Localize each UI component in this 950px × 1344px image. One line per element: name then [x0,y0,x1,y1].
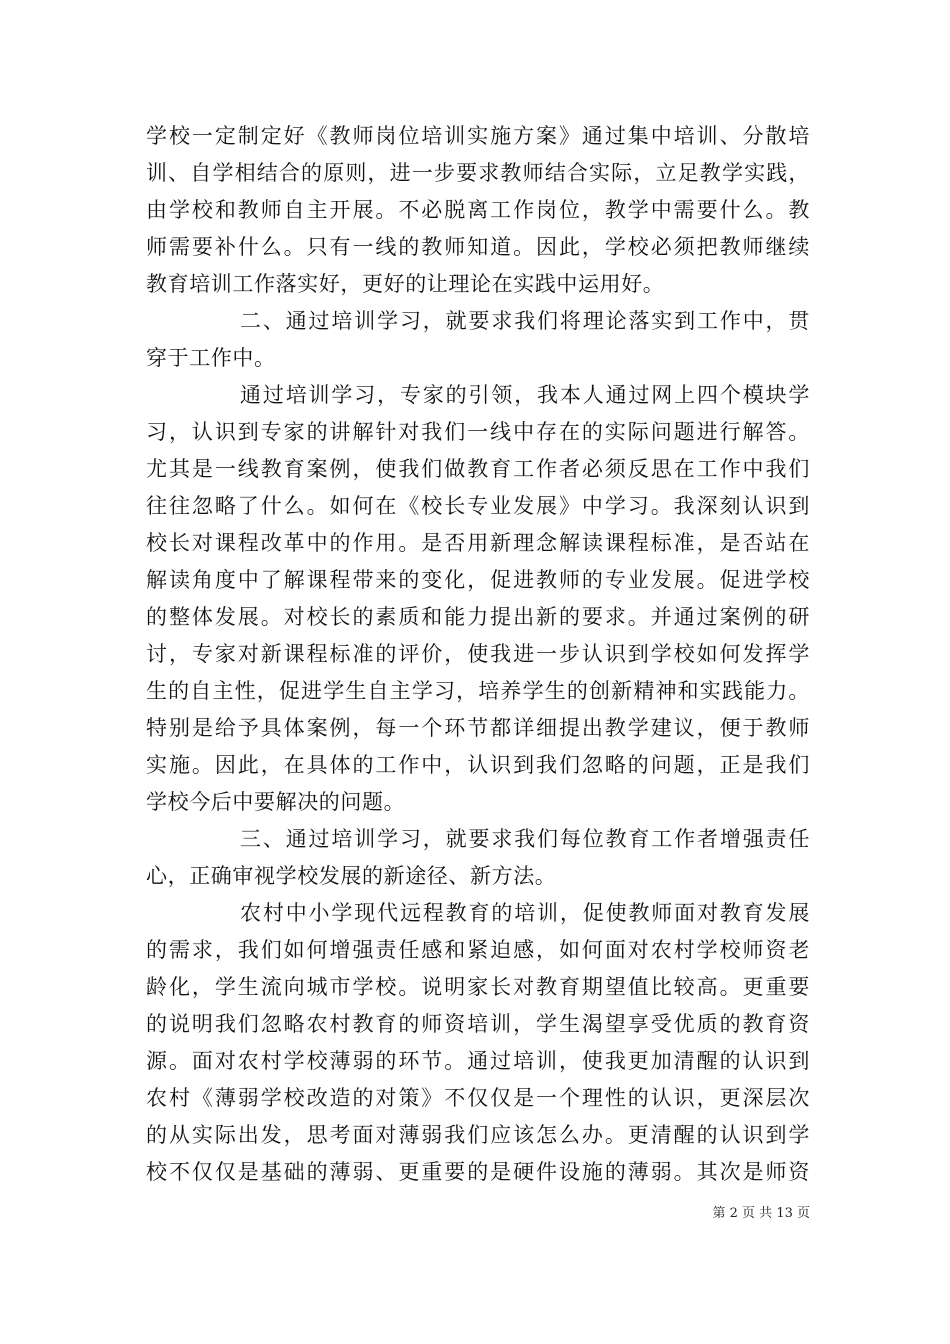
text-line: 习，认识到专家的讲解针对我们一线中存在的实际问题进行解答。 [146,420,810,444]
text-line: 训、自学相结合的原则，进一步要求教师结合实际，立足教学实践， [146,161,810,185]
paragraph-3 [146,377,810,821]
text-line: 讨，专家对新课程标准的评价，使我进一步认识到学校如何发挥学 [146,642,810,666]
text-line: 学校今后中要解决的问题。 [146,790,406,814]
text-line: 的从实际出发，思考面对薄弱我们应该怎么办。更清醒的认识到学 [146,1123,810,1147]
text-line: 农村中小学现代远程教育的培训，促使教师面对教育发展 [240,901,810,925]
paragraph-5 [146,895,810,1191]
text-line: 尤其是一线教育案例，使我们做教育工作者必须反思在工作中我们 [146,457,810,481]
page-number-footer: 第 2 页 共 13 页 [712,1206,810,1221]
text-line: 校不仅仅是基础的薄弱、更重要的是硬件设施的薄弱。其次是师资 [146,1160,810,1184]
text-line: 实施。因此，在具体的工作中，认识到我们忽略的问题，正是我们 [146,753,810,777]
text-line: 二、通过培训学习，就要求我们将理论落实到工作中，贯 [240,309,810,333]
text-line: 源。面对农村学校薄弱的环节。通过培训，使我更加清醒的认识到 [146,1049,810,1073]
paragraph-4-heading [146,821,810,895]
text-line: 三、通过培训学习，就要求我们每位教育工作者增强责任 [240,827,810,851]
text-line: 龄化，学生流向城市学校。说明家长对教育期望值比较高。更重要 [146,975,810,999]
text-line: 的整体发展。对校长的素质和能力提出新的要求。并通过案例的研 [146,605,810,629]
text-line: 校长对课程改革中的作用。是否用新理念解读课程标准，是否站在 [146,531,810,555]
text-line: 学校一定制定好《教师岗位培训实施方案》通过集中培训、分散培 [146,124,810,148]
paragraph-1 [146,118,810,303]
text-line: 师需要补什么。只有一线的教师知道。因此，学校必须把教师继续 [146,235,810,259]
text-line: 的需求，我们如何增强责任感和紧迫感，如何面对农村学校师资老 [146,938,810,962]
text-line: 农村《薄弱学校改造的对策》不仅仅是一个理性的认识，更深层次 [146,1086,810,1110]
text-line: 教育培训工作落实好，更好的让理论在实践中运用好。 [146,272,665,296]
text-line: 心，正确审视学校发展的新途径、新方法。 [146,864,557,888]
text-line: 特别是给予具体案例，每一个环节都详细提出教学建议，便于教师 [146,716,810,740]
paragraph-2-heading [146,303,810,377]
text-line: 解读角度中了解课程带来的变化，促进教师的专业发展。促进学校 [146,568,810,592]
text-line: 往往忽略了什么。如何在《校长专业发展》中学习。我深刻认识到 [146,494,810,518]
text-line: 生的自主性，促进学生自主学习，培养学生的创新精神和实践能力。 [146,679,810,703]
text-line: 通过培训学习，专家的引领，我本人通过网上四个模块学 [240,383,810,407]
text-line: 由学校和教师自主开展。不必脱离工作岗位，教学中需要什么。教 [146,198,810,222]
text-line: 穿于工作中。 [146,346,276,370]
body-text [146,118,810,1191]
text-line: 的说明我们忽略农村教育的师资培训，学生渴望享受优质的教育资 [146,1012,810,1036]
